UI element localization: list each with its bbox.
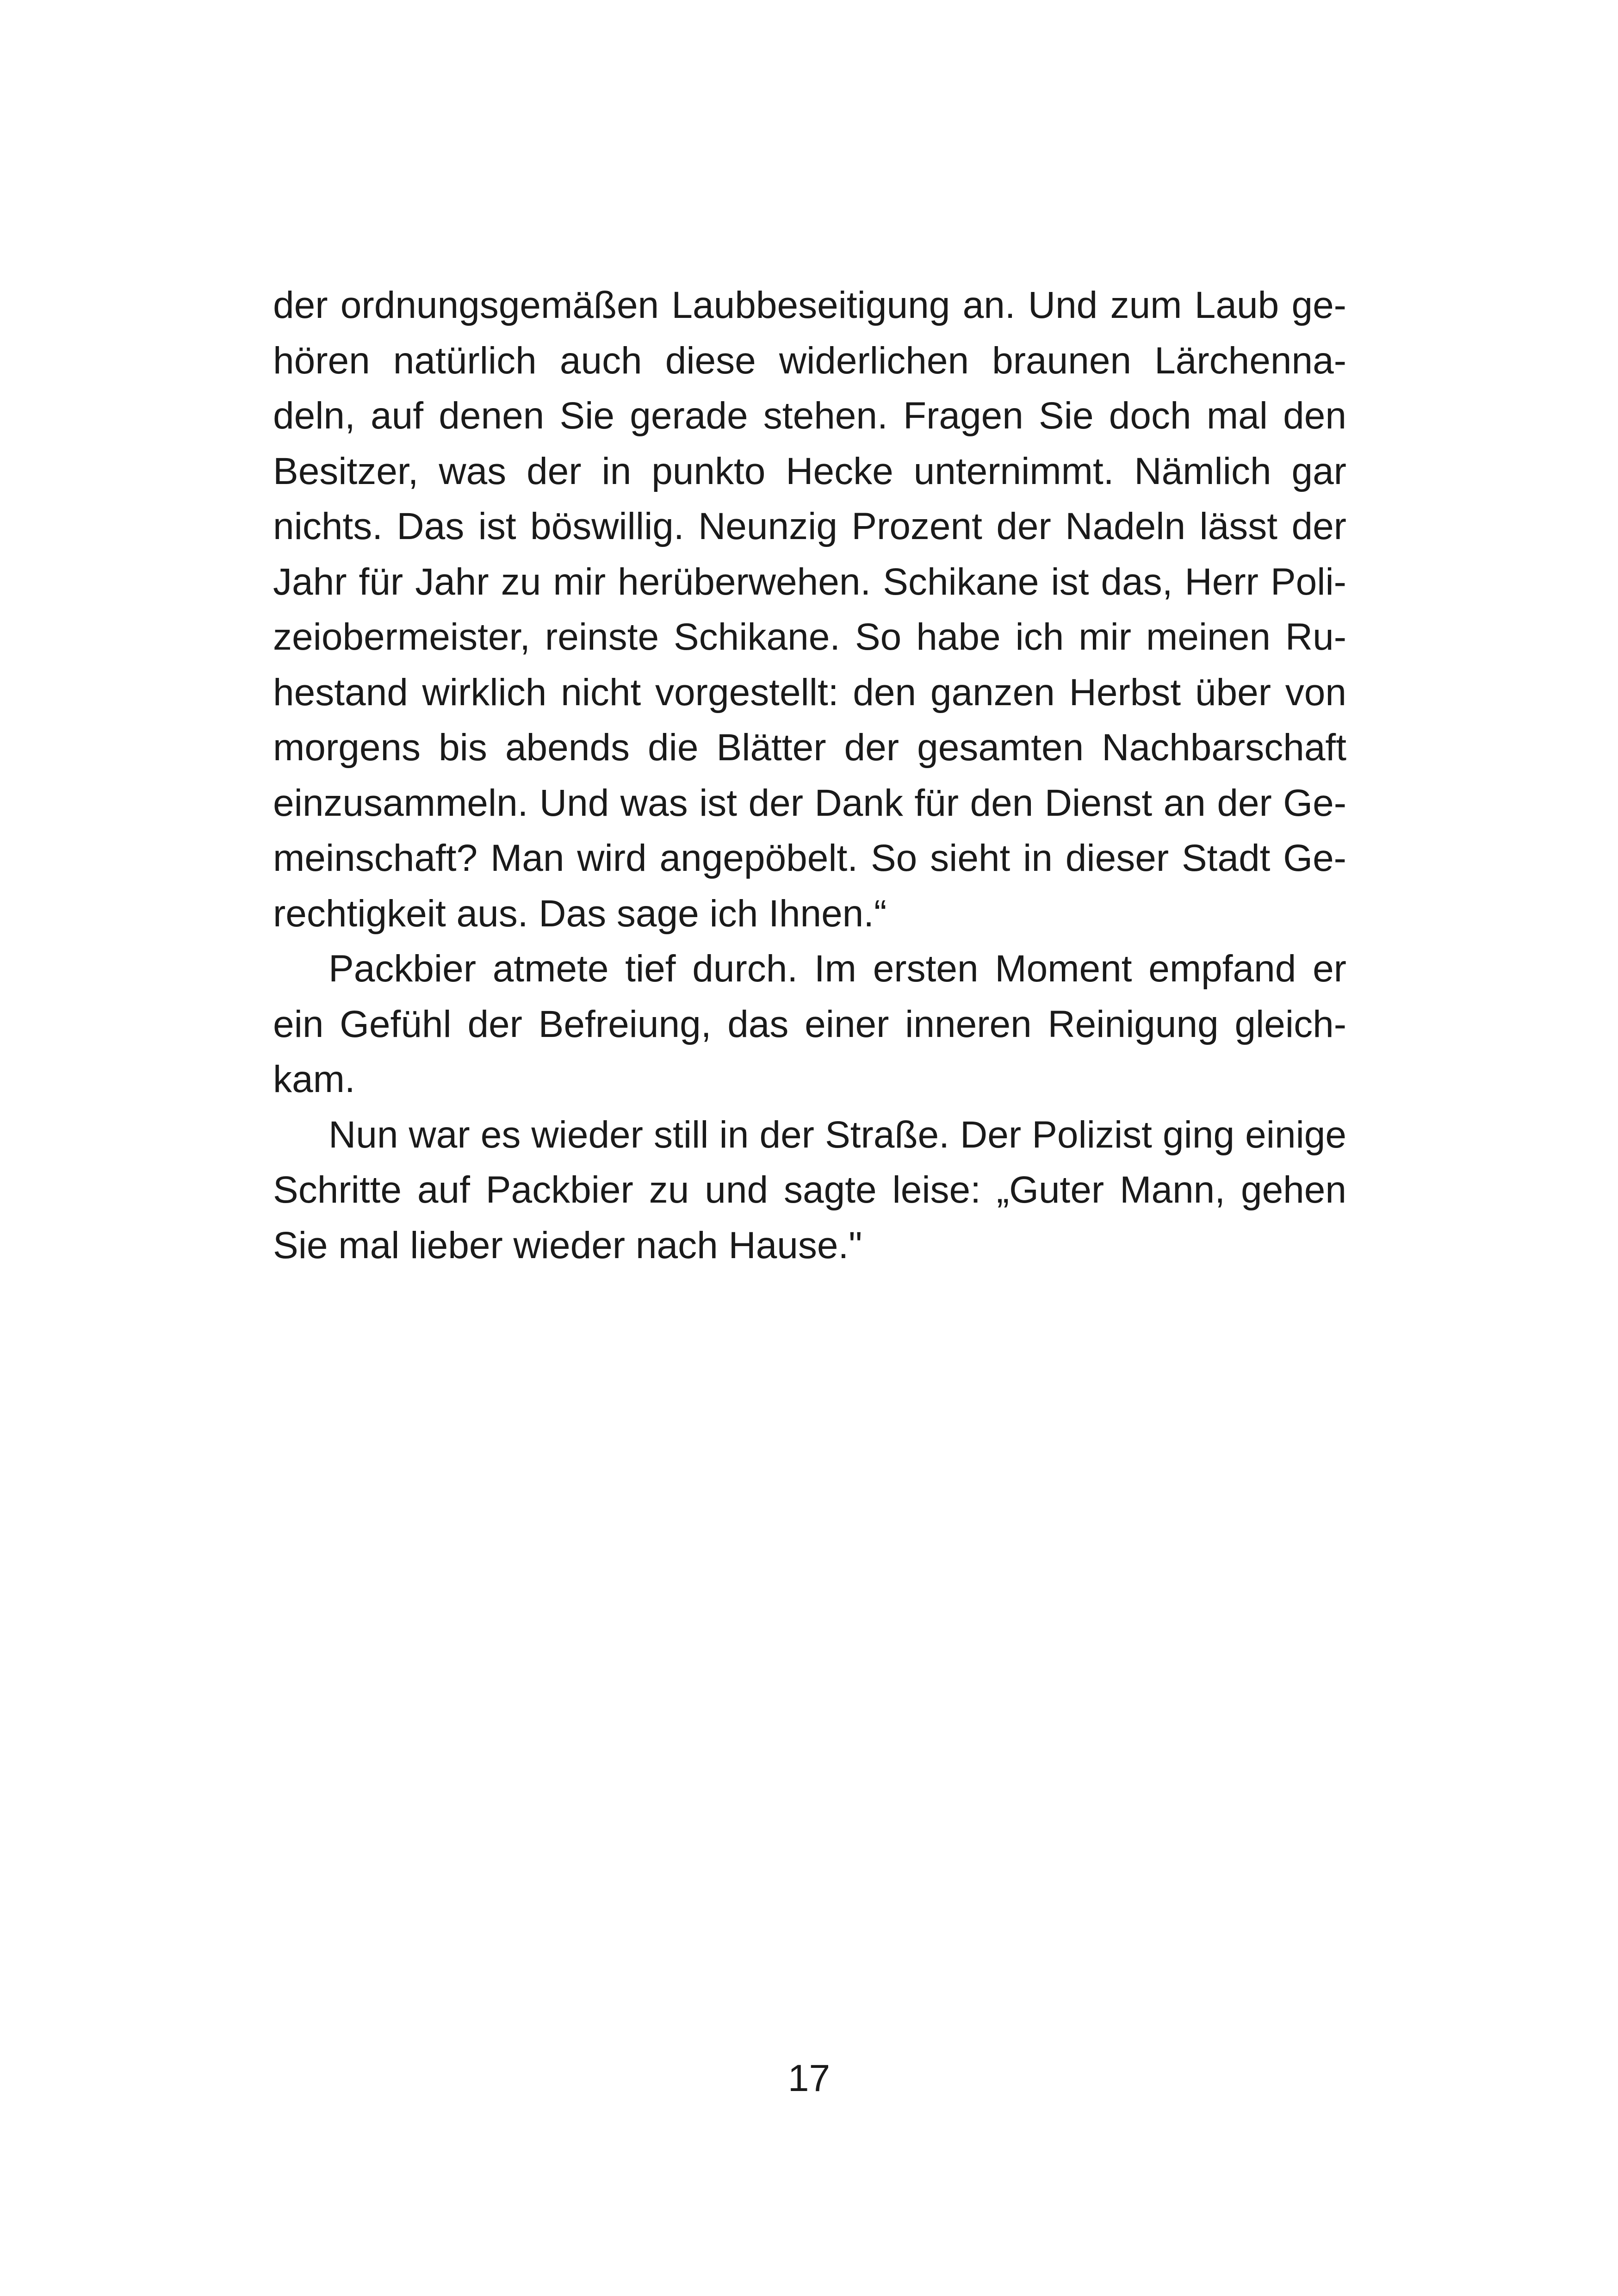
text-line: rechtigkeit aus. Das sage ich Ihnen.“ [273, 892, 887, 935]
text-line: Besitzer, was der in punkto Hecke unternimmt. Nämlich gar [273, 450, 1346, 492]
text-line: der ordnungsgemäßen Laubbeseitigung an. Und zum Laub ge- [273, 284, 1346, 326]
text-line: meinschaft? Man wird angepöbelt. So sieht in dieser Stadt Ge- [273, 837, 1346, 879]
text-line: ein Gefühl der Befreiung, das einer inneren Reinigung gleich- [273, 1003, 1346, 1045]
text-line: nichts. Das ist böswillig. Neunzig Prozent der Nadeln lässt der [273, 505, 1346, 547]
text-line: zeiobermeister, reinste Schikane. So habe ich mir meinen Ru- [273, 616, 1346, 658]
page-number: 17 [787, 2057, 831, 2099]
text-line: einzusammeln. Und was ist der Dank für den Dienst an der Ge- [273, 782, 1346, 824]
paragraph-2 [273, 941, 1346, 1107]
body-text [273, 278, 1346, 1273]
text-line: Nun war es wieder still in der Straße. Der Polizist ging einige [329, 1113, 1346, 1156]
paragraph-1 [273, 278, 1346, 941]
paragraph-3 [273, 1107, 1346, 1273]
text-line: Jahr für Jahr zu mir herüberwehen. Schikane ist das, Herr Poli- [273, 560, 1346, 603]
text-line: Packbier atmete tief durch. Im ersten Moment empfand er [329, 948, 1346, 990]
text-line: hören natürlich auch diese widerlichen braunen Lärchenna- [273, 339, 1346, 382]
text-line: deln, auf denen Sie gerade stehen. Fragen Sie doch mal den [273, 395, 1346, 437]
text-line: kam. [273, 1058, 355, 1100]
text-line: morgens bis abends die Blätter der gesamten Nachbarschaft [273, 726, 1346, 769]
text-line: Sie mal lieber wieder nach Hause." [273, 1224, 862, 1266]
text-line: hestand wirklich nicht vorgestellt: den ganzen Herbst über von [273, 671, 1346, 714]
text-line: Schritte auf Packbier zu und sagte leise: „Guter Mann, gehen [273, 1169, 1346, 1211]
